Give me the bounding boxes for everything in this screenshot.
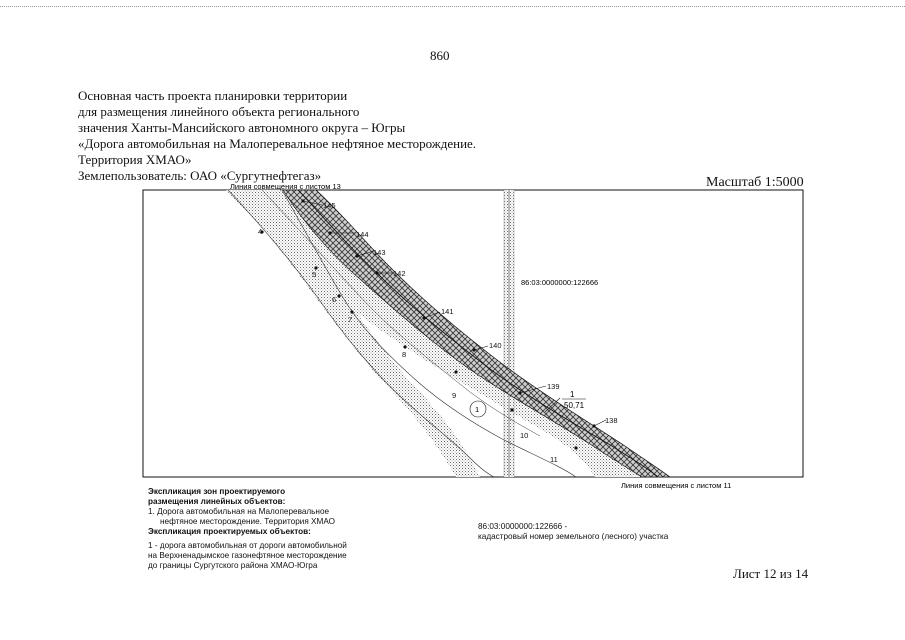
callout-number: 1: [570, 390, 575, 399]
point-label-6: 6: [332, 295, 337, 304]
callout-area: 50,71: [564, 401, 585, 410]
map-frame: [143, 190, 803, 477]
header-line-6: Землепользователь: ОАО «Сургутнефтегаз»: [78, 168, 322, 183]
join-line-top-label: Линия совмещения с листом 13: [230, 182, 341, 191]
point-label-140: 140: [489, 341, 502, 350]
point-label-141: 141: [441, 307, 454, 316]
point-label-4: 4: [258, 227, 263, 236]
point-label-145: 145: [323, 201, 336, 210]
legend-zone-item-2: нефтяное месторождение. Территория ХМАО: [160, 517, 335, 526]
legend-zone-item-1: 1. Дорога автомобильная на Малоперевальное: [148, 507, 330, 516]
page-number: 860: [430, 48, 450, 63]
legend-object-item-1: 1 - дорога автомобильная от дороги автомобильной: [148, 541, 347, 550]
point-label-143: 143: [373, 248, 386, 257]
point-label-142: 142: [393, 269, 406, 278]
point-label-144: 144: [356, 230, 369, 239]
join-line-bottom-label: Линия совмещения с листом 11: [621, 481, 732, 490]
point-label-7: 7: [348, 315, 353, 324]
cadastral-label: 86:03:0000000:122666: [521, 278, 599, 287]
object-number: 1: [475, 405, 480, 414]
header-line-2: для размещения линейного объекта регионального: [78, 104, 360, 119]
sheet-number: Лист 12 из 14: [733, 566, 809, 581]
legend-object-item-2: на Верхненадымское газонефтяное месторождение: [148, 551, 347, 560]
point-label-10: 10: [520, 431, 529, 440]
point-label-139: 139: [547, 382, 560, 391]
point-label-11: 11: [550, 455, 558, 464]
legend: [148, 487, 347, 571]
scale-label: Масштаб 1:5000: [706, 175, 804, 190]
point-label-8: 8: [402, 350, 407, 359]
cadastral-caption: [478, 522, 668, 542]
header-line-3: значения Ханты-Мансийского автономного округа – Югры: [78, 120, 406, 135]
legend-zones-title-1: Экспликация зон проектируемого: [148, 487, 286, 496]
legend-object-item-3: до границы Сургутского района ХМАО-Югра: [148, 561, 318, 570]
point-label-9: 9: [452, 391, 457, 400]
cadastral-caption-line-1: 86:03:0000000:122666 -: [478, 522, 568, 531]
cadastral-caption-line-2: кадастровый номер земельного (лесного) участка: [478, 532, 669, 541]
header-line-1: Основная часть проекта планировки территории: [78, 88, 348, 103]
legend-objects-title: Экспликация проектируемых объектов:: [148, 527, 311, 536]
header-line-4: «Дорога автомобильная на Малоперевальное нефтяное месторождение.: [78, 136, 477, 151]
point-label-5: 5: [312, 270, 317, 279]
point-label-138: 138: [605, 416, 618, 425]
header-line-5: Территория ХМАО»: [78, 152, 192, 167]
legend-zones-title-2: размещения линейных объектов:: [148, 497, 286, 506]
